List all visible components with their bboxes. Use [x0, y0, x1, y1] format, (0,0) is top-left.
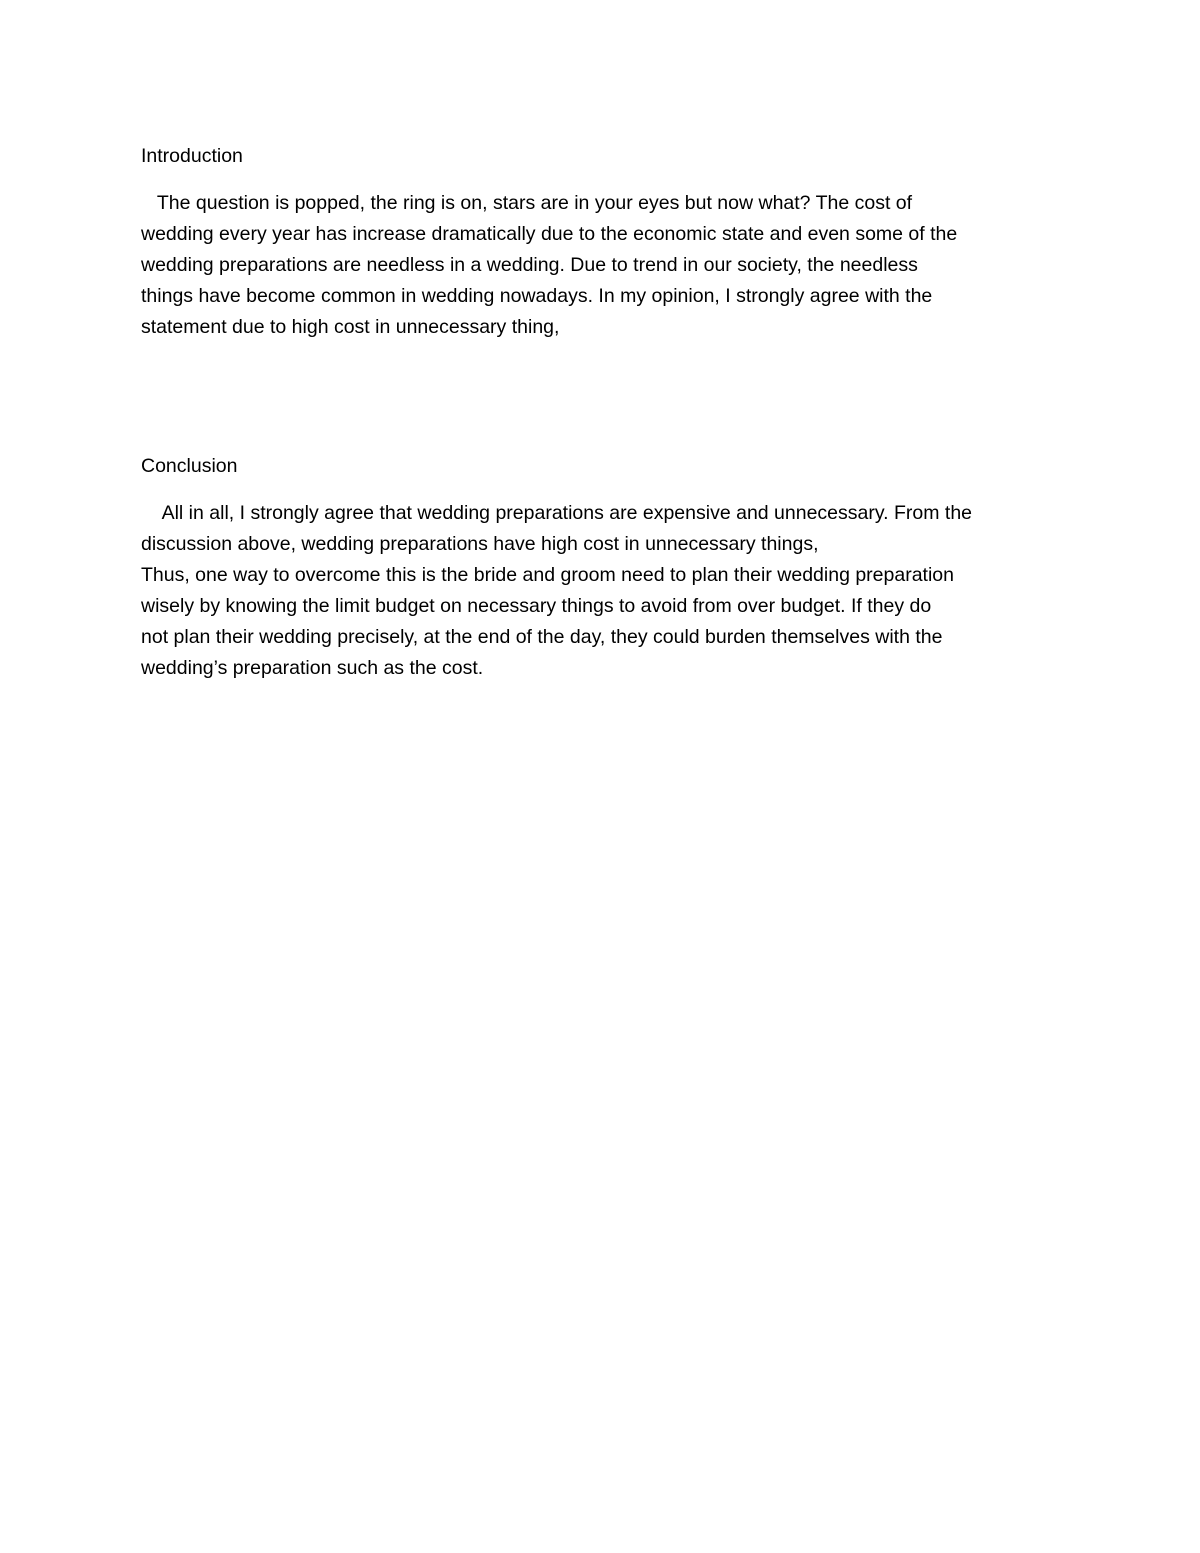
conclusion-line: Thus, one way to overcome this is the bride and groom need to plan their wedding preparation	[141, 564, 954, 586]
conclusion-heading: Conclusion	[141, 455, 238, 477]
introduction-line: The question is popped, the ring is on, stars are in your eyes but now what? The cost of	[141, 192, 913, 214]
conclusion-line: not plan their wedding precisely, at the end of the day, they could burden themselves with the	[141, 626, 943, 648]
introduction-line: wedding every year has increase dramatically due to the economic state and even some of the	[141, 223, 958, 245]
conclusion-line: wisely by knowing the limit budget on necessary things to avoid from over budget. If they do	[141, 595, 932, 617]
conclusion-paragraph	[141, 498, 972, 684]
conclusion-line: wedding’s preparation such as the cost.	[141, 657, 484, 679]
introduction-line: statement due to high cost in unnecessary thing,	[141, 316, 560, 338]
introduction-line: things have become common in wedding nowadays. In my opinion, I strongly agree with the	[141, 285, 933, 307]
introduction-paragraph	[141, 188, 957, 343]
conclusion-line: All in all, I strongly agree that wedding preparations are expensive and unnecessary. From the	[141, 502, 973, 524]
introduction-line: wedding preparations are needless in a wedding. Due to trend in our society, the needless	[141, 254, 918, 276]
conclusion-line: discussion above, wedding preparations have high cost in unnecessary things,	[141, 533, 819, 555]
introduction-heading: Introduction	[141, 145, 243, 167]
